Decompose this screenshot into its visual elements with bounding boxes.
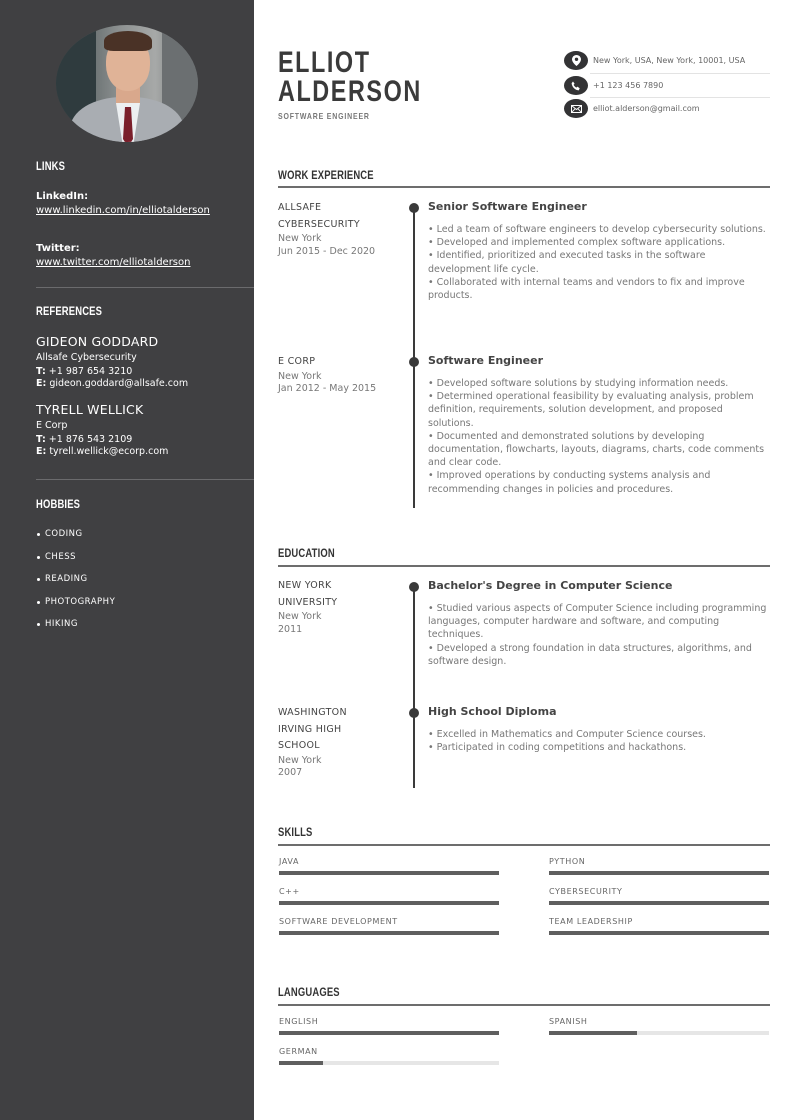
hobby-item: READING [36, 574, 254, 597]
reference-email: E: gideon.goddard@allsafe.com [36, 378, 189, 389]
degree: Bachelor's Degree in Computer Science [428, 579, 673, 592]
language-bar [279, 1031, 499, 1035]
skills-heading: SKILLS [278, 827, 313, 839]
work-bullets: • Led a team of software engineers to develop cybersecurity solutions. • Developed and implemented complex software applications. • Identified, prioritized and executed tasks in the software development life cycle. • Collaborated with internal teams and vendors to fix and improve products. [428, 224, 766, 302]
education-timeline [413, 586, 415, 788]
skill-bar [279, 871, 499, 875]
reference-email: E: tyrell.wellick@ecorp.com [36, 446, 169, 457]
hobby-item: CHESS [36, 552, 254, 575]
education-entry-meta: WASHINGTON IRVING HIGH SCHOOL New York 2007 [278, 707, 347, 778]
work-bullets: • Developed software solutions by studying information needs. • Determined operational feasibility by evaluating analysis, problem definition, requirements, solution development, and proposed solutions. • Documented and demonstrated solutions by developing documentation, flowcharts, layouts, diagrams, charts, code comments and clear code. • Improved operations by conducting systems analysis and recommending changes in policies and procedures. [428, 378, 765, 495]
language-item: SPANISH [549, 1017, 769, 1035]
contact-divider [590, 97, 770, 98]
skill-bar [549, 931, 769, 935]
education-entry-details [428, 579, 770, 668]
twitter-link[interactable]: www.twitter.com/elliotalderson [36, 257, 191, 268]
work-entry-details [428, 200, 770, 302]
timeline-dot-icon [409, 357, 419, 367]
timeline-dot-icon [409, 582, 419, 592]
hobbies-section [36, 499, 254, 511]
reference-item [36, 402, 254, 457]
work-entry-meta: E CORP New York Jan 2012 - May 2015 [278, 356, 377, 394]
skill-item: C++ [279, 887, 499, 905]
skill-item: CYBERSECURITY [549, 887, 769, 905]
full-name: ELLIOT ALDERSON [278, 46, 422, 108]
hobby-item: PHOTOGRAPHY [36, 597, 254, 620]
section-rule [278, 186, 770, 188]
degree: High School Diploma [428, 705, 557, 718]
bullet-icon [37, 533, 40, 536]
skill-bar [279, 931, 499, 935]
profile-photo [56, 25, 198, 142]
hobbies-heading: HOBBIES [36, 499, 81, 511]
language-item: ENGLISH [279, 1017, 499, 1035]
language-bar [549, 1031, 769, 1035]
references-heading: REFERENCES [36, 306, 103, 318]
reference-name: TYRELL WELLICK [36, 402, 144, 417]
contact-divider [590, 73, 770, 74]
hobby-item: CODING [36, 529, 254, 552]
skill-item: SOFTWARE DEVELOPMENT [279, 917, 499, 935]
hobby-item: HIKING [36, 619, 254, 642]
timeline-dot-icon [409, 708, 419, 718]
bullet-icon [37, 578, 40, 581]
education-bullets: • Studied various aspects of Computer Science including programming languages, computer hardware and software, and computing techniques. • Developed a strong foundation in data structures, algorithms, and software design. [428, 603, 767, 667]
skill-bar [549, 871, 769, 875]
job-title: SOFTWARE ENGINEER [278, 111, 370, 121]
bullet-icon [37, 623, 40, 626]
linkedin-label: LinkedIn: [36, 191, 89, 202]
bullet-icon [37, 601, 40, 604]
section-rule [278, 1004, 770, 1006]
contact-phone: +1 123 456 7890 [564, 76, 770, 95]
work-role: Senior Software Engineer [428, 200, 587, 213]
twitter-label: Twitter: [36, 243, 80, 254]
section-rule [278, 844, 770, 846]
reference-company: Allsafe Cybersecurity [36, 352, 137, 363]
link-twitter [36, 243, 254, 269]
skill-item: TEAM LEADERSHIP [549, 917, 769, 935]
bullet-icon [37, 556, 40, 559]
work-entry-details [428, 354, 770, 496]
languages-heading: LANGUAGES [278, 987, 340, 999]
phone-icon [564, 76, 588, 95]
hobbies-list [36, 529, 254, 642]
sidebar [0, 0, 254, 1120]
language-bar [279, 1061, 499, 1065]
contact-email: elliot.alderson@gmail.com [564, 99, 770, 118]
skill-bar [549, 901, 769, 905]
links-heading: LINKS [36, 161, 66, 173]
work-role: Software Engineer [428, 354, 543, 367]
skill-item: JAVA [279, 857, 499, 875]
education-heading: EDUCATION [278, 548, 335, 560]
reference-name: GIDEON GODDARD [36, 334, 159, 349]
location-pin-icon [564, 51, 588, 70]
links-section [36, 161, 254, 173]
sidebar-divider [36, 479, 254, 480]
email-icon [564, 99, 588, 118]
skill-item: PYTHON [549, 857, 769, 875]
work-entry-meta: ALLSAFE CYBERSECURITY New York Jun 2015 - Dec 2020 [278, 202, 376, 257]
contact-address: New York, USA, New York, 10001, USA [564, 51, 770, 70]
timeline-dot-icon [409, 203, 419, 213]
education-entry-meta: NEW YORK UNIVERSITY New York 2011 [278, 580, 338, 635]
reference-phone: T: +1 876 543 2109 [36, 434, 133, 445]
education-bullets: • Excelled in Mathematics and Computer Science courses. • Participated in coding competitions and hackathons. [428, 729, 706, 754]
reference-company: E Corp [36, 420, 68, 431]
reference-item [36, 334, 254, 389]
skill-bar [279, 901, 499, 905]
sidebar-divider [36, 287, 254, 288]
link-linkedin [36, 191, 254, 217]
reference-phone: T: +1 987 654 3210 [36, 366, 133, 377]
work-experience-heading: WORK EXPERIENCE [278, 170, 374, 182]
education-entry-details [428, 705, 770, 754]
linkedin-link[interactable]: www.linkedin.com/in/elliotalderson [36, 205, 210, 216]
language-item: GERMAN [279, 1047, 499, 1065]
references-section [36, 306, 254, 318]
section-rule [278, 565, 770, 567]
